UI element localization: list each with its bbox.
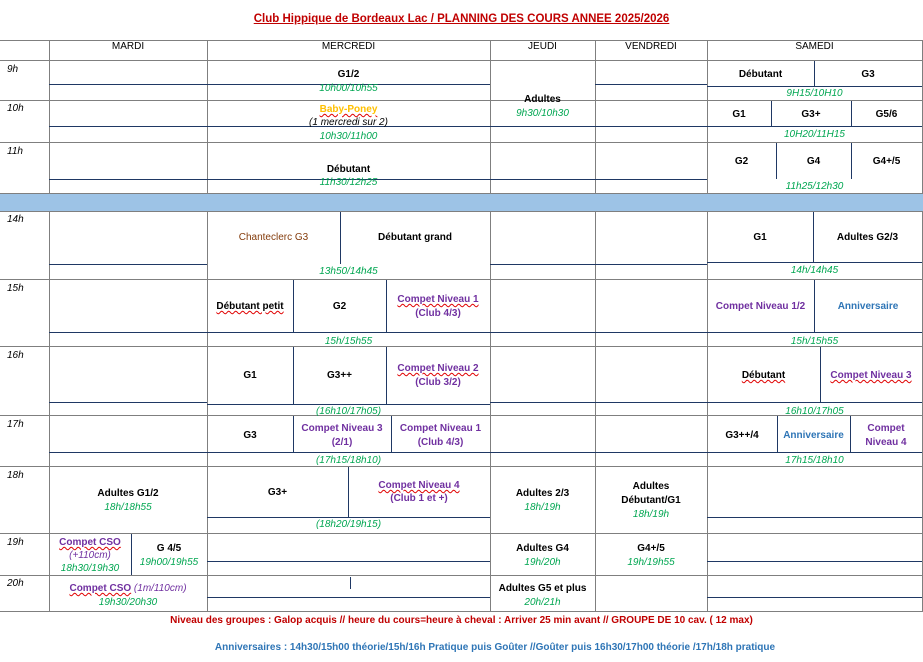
course-compet-niveau-4: Compet Niveau 4 bbox=[378, 480, 460, 491]
course-g2: G2 bbox=[734, 156, 749, 167]
course-g3: G3 bbox=[861, 69, 875, 80]
course-chanteclerc: Chanteclerc G3 bbox=[238, 232, 309, 243]
course-compet-niveau-3: Compet Niveau 3 bbox=[301, 423, 383, 434]
course-compet-niveau-2: Compet Niveau 2 bbox=[397, 363, 479, 374]
course-compet-club: (Club 3/2) bbox=[415, 377, 461, 388]
course-g3pp: G3++ bbox=[326, 370, 353, 381]
course-g1: G1 bbox=[732, 109, 746, 120]
course-compet: Compet bbox=[867, 423, 905, 434]
hour-label: 14h bbox=[7, 214, 24, 225]
day-vendredi: VENDREDI bbox=[625, 41, 677, 52]
footer-anniversaires: Anniversaires : 14h30/15h00 théorie/15h/16h Pratique puis Goûter //Goûter puis 16h30/17h00 théorie /17h/18h pratique bbox=[214, 642, 776, 653]
course-debutant: Débutant bbox=[326, 164, 371, 175]
day-jeudi: JEUDI bbox=[528, 41, 557, 52]
course-g1: G1 bbox=[243, 370, 257, 381]
hour-label: 9h bbox=[7, 64, 19, 75]
course-time: 9h30/10h30 bbox=[516, 108, 569, 119]
hour-label: 18h bbox=[7, 470, 24, 481]
course-g3p: G3+ bbox=[801, 109, 821, 120]
day-mardi: MARDI bbox=[111, 41, 145, 52]
course-time: 15h/15h55 bbox=[324, 336, 373, 347]
hour-label: 20h bbox=[7, 578, 24, 589]
course-time: 18h/18h55 bbox=[104, 502, 152, 513]
course-time: 19h30/20h30 bbox=[98, 597, 158, 608]
course-cso-height: (+110cm) bbox=[69, 550, 111, 561]
course-compet-cso: Compet CSO bbox=[59, 537, 121, 548]
course-compet-niveau-1b: Compet Niveau 1 bbox=[399, 423, 482, 434]
course-compet-club: (2/1) bbox=[331, 437, 353, 448]
course-compet-niveau-3: Compet Niveau 3 bbox=[830, 370, 912, 381]
course-debutant: Débutant bbox=[738, 69, 783, 80]
course-time: 10h00/10h55 bbox=[319, 83, 378, 94]
course-time: (17h15/18h10) bbox=[315, 455, 382, 466]
course-g12: G1/2 bbox=[337, 69, 360, 80]
course-g1b: G1 bbox=[753, 232, 767, 243]
course-time: 9H15/10H10 bbox=[786, 88, 843, 99]
course-time: 18h/19h bbox=[524, 502, 561, 513]
course-adultes-g5: Adultes G5 et plus bbox=[498, 583, 587, 594]
course-time: 19h/19h55 bbox=[627, 557, 675, 568]
course-adultes-g23: Adultes G2/3 bbox=[836, 232, 899, 243]
hour-label: 17h bbox=[7, 419, 24, 430]
course-g3p: G3+ bbox=[267, 487, 288, 498]
course-adultes-debutant-g1: Débutant/G1 bbox=[621, 495, 681, 506]
hour-label: 15h bbox=[7, 283, 24, 294]
course-niveau-4: Niveau 4 bbox=[865, 437, 907, 448]
course-compet-club: (Club 1 et +) bbox=[390, 493, 448, 504]
course-compet-cso-2: Compet CSO (1m/110cm) bbox=[69, 583, 187, 594]
course-adultes-g4: Adultes G4 bbox=[516, 543, 569, 554]
course-compet-niveau-1: Compet Niveau 1 bbox=[397, 294, 479, 305]
course-g45: G 4/5 bbox=[156, 543, 182, 554]
course-compet-niveau-12: Compet Niveau 1/2 bbox=[715, 301, 806, 312]
course-time: 11h30/12h25 bbox=[319, 177, 378, 188]
hour-label: 11h bbox=[7, 146, 23, 157]
course-time: 19h/20h bbox=[524, 557, 561, 568]
hour-label: 16h bbox=[7, 350, 24, 361]
course-baby-poney: Baby-Poney bbox=[319, 104, 378, 115]
footer-rules: Niveau des groupes : Galop acquis // heure du cours=heure à cheval : Arriver 25 min avant // GROUPE DE 10 cav. ( 12 max) bbox=[170, 615, 753, 626]
course-compet-club: (Club 4/3) bbox=[417, 437, 464, 448]
lunch-break-band bbox=[0, 194, 923, 211]
course-time: 15h/15h55 bbox=[790, 336, 839, 347]
day-mercredi: MERCREDI bbox=[321, 41, 376, 52]
course-time: 11h25/12h30 bbox=[785, 181, 844, 192]
course-time: (18h20/19h15) bbox=[315, 519, 382, 530]
course-g4p5: G4+/5 bbox=[872, 156, 901, 167]
course-time: (16h10/17h05) bbox=[315, 406, 382, 417]
day-samedi: SAMEDI bbox=[795, 41, 834, 52]
course-time: 16h10/17h05 bbox=[785, 406, 844, 417]
course-time: 19h00/19h55 bbox=[139, 557, 199, 568]
page-title: Club Hippique de Bordeaux Lac / PLANNING DES COURS ANNEE 2025/2026 bbox=[253, 13, 670, 25]
course-adultes-23: Adultes 2/3 bbox=[515, 488, 570, 499]
course-time: 10h30/11h00 bbox=[319, 131, 378, 142]
course-g2: G2 bbox=[332, 301, 347, 312]
course-time: 18h/19h bbox=[632, 509, 670, 520]
course-adultes: Adultes bbox=[524, 94, 561, 105]
course-anniversaire: Anniversaire bbox=[837, 301, 899, 312]
course-time: 10H20/11H15 bbox=[784, 129, 845, 140]
course-note: (1 mercredi sur 2) bbox=[309, 117, 388, 128]
course-debutant-petit: Débutant petit bbox=[216, 301, 284, 312]
course-time: 18h30/19h30 bbox=[60, 563, 120, 574]
course-compet-club: (Club 4/3) bbox=[415, 308, 461, 319]
course-g4p5: G4+/5 bbox=[637, 543, 665, 554]
course-g4: G4 bbox=[806, 156, 821, 167]
hour-label: 19h bbox=[7, 537, 24, 548]
hour-label: 10h bbox=[7, 103, 24, 114]
course-debutant-2: Débutant bbox=[741, 370, 786, 381]
course-adultes-g12: Adultes G1/2 bbox=[97, 488, 159, 499]
course-adultes-debutant: Adultes bbox=[632, 481, 670, 492]
course-time: 17h15/18h10 bbox=[785, 455, 844, 466]
course-time: 13h50/14h45 bbox=[319, 266, 378, 277]
course-g56: G5/6 bbox=[875, 109, 898, 120]
course-debutant-grand: Débutant grand bbox=[378, 232, 452, 243]
course-g3pp4: G3++/4 bbox=[725, 430, 759, 441]
course-time: 20h/21h bbox=[524, 597, 561, 608]
course-time: 14h/14h45 bbox=[790, 265, 839, 276]
course-g3: G3 bbox=[243, 430, 257, 441]
course-anniversaire-2: Anniversaire bbox=[783, 430, 844, 441]
